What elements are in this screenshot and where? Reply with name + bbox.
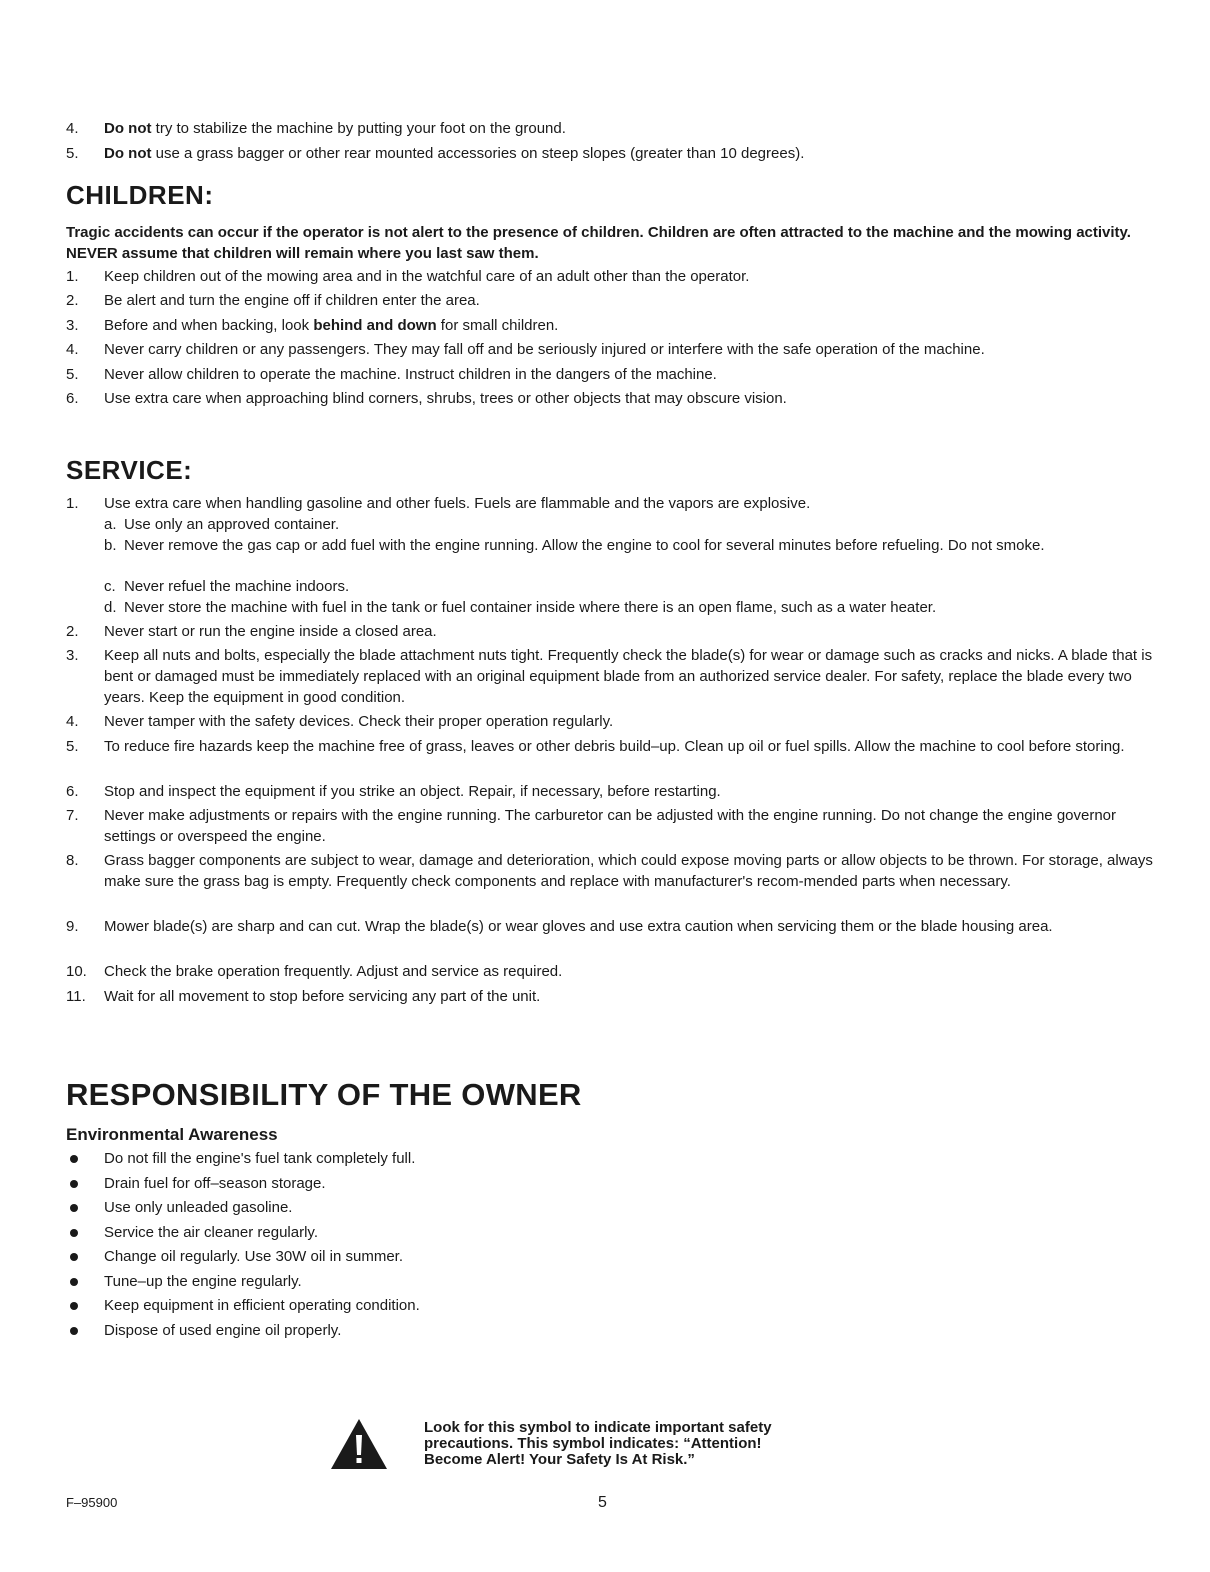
item-number: 7. xyxy=(66,807,79,824)
item-text: Never store the machine with fuel in the tank or fuel container inside where there is an open flame, such as a water heater. xyxy=(124,599,937,616)
children-intro: Tragic accidents can occur if the operator is not alert to the presence of children. Children are often attracted to the machine and the mowing activity. NEVER assume that children will remain where you last saw them. xyxy=(66,224,1131,262)
item-text: Never make adjustments or repairs with the engine running. The carburetor can be adjusted with the engine running. Do not change the engine governor settings or overspeed the engine. xyxy=(104,807,1117,845)
list-item xyxy=(66,143,1156,164)
item-number: c. xyxy=(104,578,116,595)
item-number: 5. xyxy=(66,366,79,383)
item-text: Check the brake operation frequently. Adjust and service as required. xyxy=(104,963,563,980)
bullet-icon xyxy=(66,1320,104,1341)
list-item xyxy=(66,711,1156,732)
item-number: 10. xyxy=(66,963,87,980)
item-number: 3. xyxy=(66,647,79,664)
page-number: 5 xyxy=(598,1494,607,1511)
item-text: Grass bagger components are subject to wear, damage and deterioration, which could expose moving parts or allow objects to be thrown. For storage, always make sure the grass bag is empty. Frequently check components and replace with manufacturer's recom-mended parts when necessary. xyxy=(104,852,1153,890)
item-text: Keep all nuts and bolts, especially the blade attachment nuts tight. Frequently check the blade(s) for wear or damage such as cracks and nicks. A blade that is bent or damaged must be immediately replaced with an original equipment blade from an authorized service dealer. For safety, replace the blade every two years. Keep the equipment in good condition. xyxy=(104,647,1153,706)
list-item xyxy=(66,339,1156,360)
item-number: 1. xyxy=(66,495,79,512)
item-number: 4. xyxy=(66,713,79,730)
item-text: Stop and inspect the equipment if you strike an object. Repair, if necessary, before restarting. xyxy=(104,783,721,800)
item-text: Wait for all movement to stop before servicing any part of the unit. xyxy=(104,988,541,1005)
item-number: 9. xyxy=(66,918,79,935)
bullet-item xyxy=(66,1271,1066,1292)
list-item xyxy=(66,961,1156,982)
item-text: for small children. xyxy=(436,317,559,334)
item-text: Never refuel the machine indoors. xyxy=(124,578,350,595)
list-item xyxy=(66,850,1156,892)
bullet-item xyxy=(66,1173,1066,1194)
item-text: Be alert and turn the engine off if children enter the area. xyxy=(104,292,480,309)
item-number: 4. xyxy=(66,120,79,137)
item-text: Keep equipment in efficient operating condition. xyxy=(104,1297,420,1314)
bullet-item xyxy=(66,1295,1066,1316)
item-text: Use extra care when approaching blind corners, shrubs, trees or other objects that may obscure vision. xyxy=(104,390,787,407)
emphasis: behind and down xyxy=(313,317,437,334)
item-text: Never carry children or any passengers. They may fall off and be seriously injured or interfere with the safe operation of the machine. xyxy=(104,341,985,358)
list-item xyxy=(66,266,1156,287)
list-item xyxy=(66,986,1156,1007)
item-text: Before and when backing, look xyxy=(104,317,314,334)
item-text: Service the air cleaner regularly. xyxy=(104,1224,318,1241)
list-item xyxy=(66,388,1156,409)
safety-note-line: precautions. This symbol indicates: “Attention! xyxy=(424,1435,762,1452)
item-text: Keep children out of the mowing area and in the watchful care of an adult other than the operator. xyxy=(104,268,750,285)
sub-list-item xyxy=(104,576,1154,597)
list-item xyxy=(66,364,1156,385)
item-number: 2. xyxy=(66,292,79,309)
item-text: Do not fill the engine's fuel tank completely full. xyxy=(104,1150,416,1167)
item-number: b. xyxy=(104,537,117,554)
safety-symbol-note xyxy=(424,1420,864,1468)
bullet-icon xyxy=(66,1173,104,1194)
sub-list-item xyxy=(104,514,1154,535)
emphasis: Do not xyxy=(104,145,152,162)
item-text: Never tamper with the safety devices. Check their proper operation regularly. xyxy=(104,713,614,730)
bullet-icon xyxy=(66,1295,104,1316)
list-item xyxy=(66,621,1156,642)
bullet-icon xyxy=(66,1197,104,1218)
warning-triangle-icon xyxy=(330,1418,388,1470)
item-number: 6. xyxy=(66,783,79,800)
bullet-icon xyxy=(66,1148,104,1169)
item-text: To reduce fire hazards keep the machine free of grass, leaves or other debris build–up. Clean up oil or fuel spills. Allow the machine to cool before storing. xyxy=(104,738,1125,755)
list-item xyxy=(66,736,1156,757)
item-number: 1. xyxy=(66,268,79,285)
bullet-item xyxy=(66,1148,1066,1169)
safety-note-line: Become Alert! Your Safety Is At Risk.” xyxy=(424,1451,695,1468)
list-item xyxy=(66,290,1156,311)
item-text: Use extra care when handling gasoline and other fuels. Fuels are flammable and the vapors are explosive. xyxy=(104,495,811,512)
list-item xyxy=(66,645,1156,708)
item-number: a. xyxy=(104,516,117,533)
list-item xyxy=(66,493,1156,514)
sub-list-item xyxy=(104,597,1154,618)
item-number: 5. xyxy=(66,145,79,162)
list-item xyxy=(66,118,1156,139)
item-text: Mower blade(s) are sharp and can cut. Wrap the blade(s) or wear gloves and use extra caution when servicing them or the blade housing area. xyxy=(104,918,1053,935)
item-text: Never allow children to operate the machine. Instruct children in the dangers of the machine. xyxy=(104,366,717,383)
owner-heading: RESPONSIBILITY OF THE OWNER xyxy=(66,1077,582,1112)
emphasis: Do not xyxy=(104,120,152,137)
list-item xyxy=(66,805,1156,847)
list-item xyxy=(66,315,1156,336)
item-number: 3. xyxy=(66,317,79,334)
bullet-item xyxy=(66,1197,1066,1218)
item-number: d. xyxy=(104,599,117,616)
item-text: use a grass bagger or other rear mounted accessories on steep slopes (greater than 10 degrees). xyxy=(151,145,805,162)
environmental-awareness-heading: Environmental Awareness xyxy=(66,1125,278,1144)
item-number: 8. xyxy=(66,852,79,869)
item-text: Dispose of used engine oil properly. xyxy=(104,1322,342,1339)
document-code: F–95900 xyxy=(66,1495,118,1510)
item-text: try to stabilize the machine by putting your foot on the ground. xyxy=(151,120,566,137)
bullet-item xyxy=(66,1246,1066,1267)
children-heading: CHILDREN: xyxy=(66,180,214,210)
list-item xyxy=(66,781,1156,802)
bullet-icon xyxy=(66,1246,104,1267)
item-text: Tune–up the engine regularly. xyxy=(104,1273,302,1290)
item-text: Change oil regularly. Use 30W oil in summer. xyxy=(104,1248,404,1265)
bullet-icon xyxy=(66,1222,104,1243)
item-text: Use only unleaded gasoline. xyxy=(104,1199,293,1216)
item-number: 2. xyxy=(66,623,79,640)
sub-list-item xyxy=(104,535,1154,556)
item-number: 5. xyxy=(66,738,79,755)
bullet-item xyxy=(66,1320,1066,1341)
item-text: Never remove the gas cap or add fuel with the engine running. Allow the engine to cool for several minutes before refueling. Do not smoke. xyxy=(124,537,1045,554)
bullet-item xyxy=(66,1222,1066,1243)
list-item xyxy=(66,916,1156,937)
item-number: 4. xyxy=(66,341,79,358)
item-number: 11. xyxy=(66,988,86,1005)
item-text: Drain fuel for off–season storage. xyxy=(104,1175,326,1192)
item-number: 6. xyxy=(66,390,79,407)
bullet-icon xyxy=(66,1271,104,1292)
item-text: Use only an approved container. xyxy=(124,516,340,533)
item-text: Never start or run the engine inside a closed area. xyxy=(104,623,437,640)
safety-note-line: Look for this symbol to indicate important safety xyxy=(424,1419,772,1436)
service-heading: SERVICE: xyxy=(66,455,193,485)
